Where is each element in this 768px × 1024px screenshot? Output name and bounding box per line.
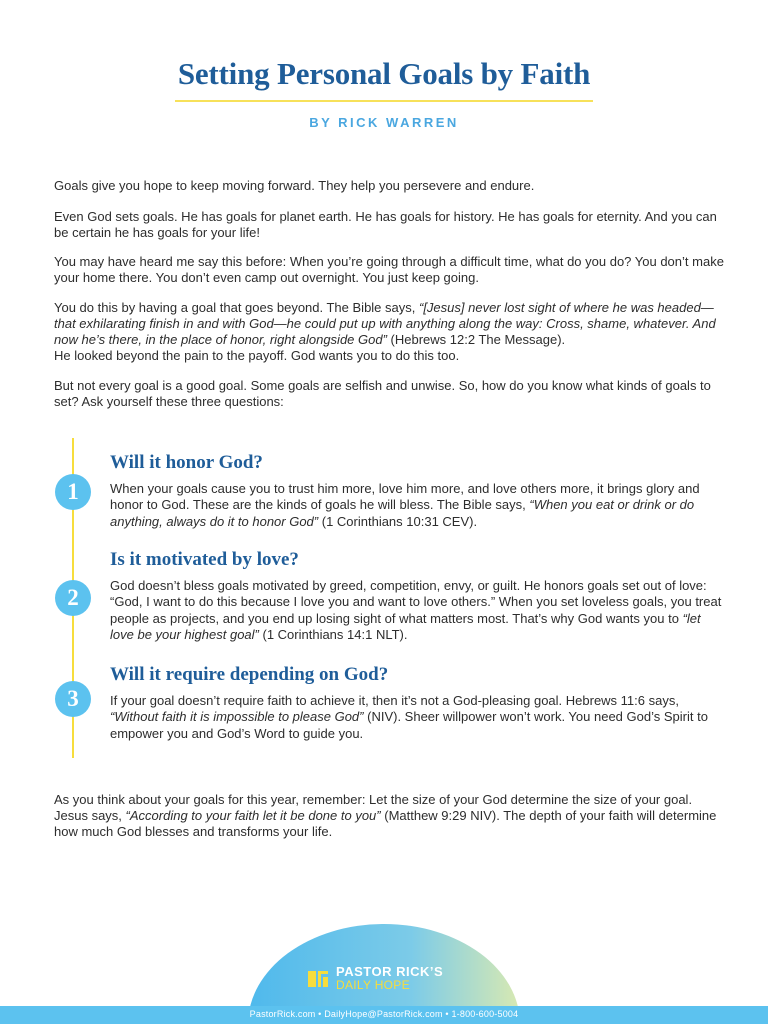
question-body-3 [110, 693, 722, 742]
p4-citation: (Hebrews 12:2 The Message). [386, 332, 566, 347]
question-2-citation: (1 Corinthians 14:1 NLT). [258, 626, 408, 642]
logo-main-text: PASTOR RICK’S [336, 964, 444, 979]
intro-paragraph-2: Even God sets goals. He has goals for planet earth. He has goals for history. He has goals for eternity. And you can be certain he has goals for your life! [54, 209, 717, 240]
author-byline: BY RICK WARREN [309, 115, 459, 130]
question-1-text: When your goals cause you to trust him more, love him more, and love others more, it brings glory and honor to God. These are the kinds of goals he will bless. The Bible says, [110, 481, 700, 513]
question-3-text: If your goal doesn’t require faith to achieve it, then it’s not a God-pleasing goal. Hebrews 11:6 says, [110, 693, 679, 708]
page-title: Setting Personal Goals by Faith [177, 56, 591, 91]
sunrise-logo-icon [306, 967, 330, 991]
p4-line-2: He looked beyond the pain to the payoff. God wants you to do this too. [54, 348, 460, 363]
step-number-3: 3 [55, 681, 91, 717]
question-1-quote: “When you eat or drink or do anything, always do it to honor God” [110, 497, 695, 529]
step-number-1: 1 [55, 474, 91, 510]
question-3-citation: (NIV). Sheer willpower won’t work. You need God’s Spirit to empower you and God’s Word to guide you. [110, 709, 708, 741]
question-2-text: God doesn’t bless goals motivated by greed, competition, envy, or guilt. He honors goals set out of love: “God, I want to do this because I love you and want to love others.” When you set loveless goals, you treat people as projects, and you end up losing sight of what matters most. That’s why God wants you to [110, 578, 722, 626]
closing-citation: (Matthew 9:29 NIV). The depth of your faith will determine how much God blesses and transforms your life. [54, 808, 717, 839]
question-heading-2: Is it motivated by love? [110, 549, 299, 570]
step-number-2: 2 [55, 580, 91, 616]
logo-sub-text: DAILY HOPE [336, 978, 410, 992]
question-heading-1: Will it honor God? [110, 452, 263, 473]
intro-paragraph-1: Goals give you hope to keep moving forward. They help you persevere and endure. [54, 178, 535, 193]
footer-contact: PastorRick.com • DailyHope@PastorRick.com • 1-800-600-5004 [249, 1009, 519, 1019]
question-body-1 [110, 481, 722, 530]
p4-quote: “[Jesus] never lost sight of where he was headed—that exhilarating finish in and with God—he could put up with anything along the way: Cross, shame, whatever. And now he’s there, in the place of honor, right alongside God” [54, 300, 716, 347]
intro-paragraph-4 [54, 300, 734, 364]
closing-quote: “According to your faith let it be done to you” [125, 808, 381, 823]
p4-text: You do this by having a goal that goes beyond. The Bible says, [54, 300, 419, 315]
question-1-citation: (1 Corinthians 10:31 CEV). [318, 513, 478, 529]
question-2-quote: “let love be your highest goal” [110, 610, 701, 642]
question-body-2 [110, 578, 722, 643]
title-underline [175, 100, 593, 102]
daily-hope-logo [336, 965, 443, 992]
closing-text: As you think about your goals for this year, remember: Let the size of your God determine the size of your goal. Jesus says, [54, 792, 693, 823]
question-3-quote: “Without faith it is impossible to please God” [110, 709, 364, 725]
intro-paragraph-3: You may have heard me say this before: When you’re going through a difficult time, what do you do? You don’t make your home there. You don’t even camp out overnight. You just keep going. [54, 254, 724, 285]
question-heading-3: Will it require depending on God? [110, 664, 389, 685]
closing-paragraph [54, 792, 726, 840]
intro-paragraph-5: But not every goal is a good goal. Some goals are selfish and unwise. So, how do you know what kinds of goals to set? Ask yourself these three questions: [54, 378, 711, 409]
